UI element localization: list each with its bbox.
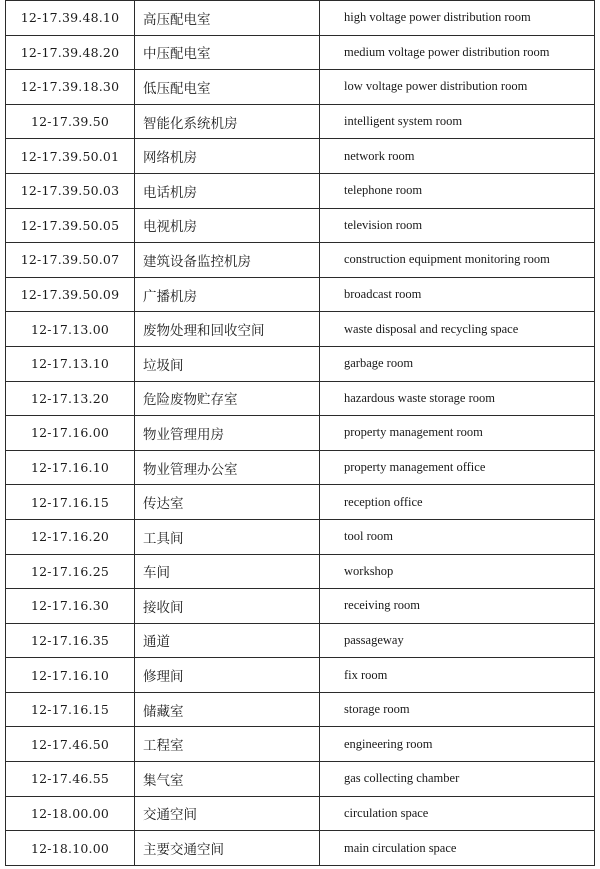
chinese-name-cell: 通道 xyxy=(135,623,320,658)
chinese-name-cell: 电视机房 xyxy=(135,208,320,243)
chinese-name-cell: 主要交通空间 xyxy=(135,831,320,866)
english-name-cell: gas collecting chamber xyxy=(320,762,595,797)
code-cell: 12-17.39.48.20 xyxy=(6,35,135,70)
chinese-name-cell: 广播机房 xyxy=(135,277,320,312)
code-cell: 12-17.16.10 xyxy=(6,450,135,485)
table-row xyxy=(6,277,595,312)
code-cell: 12-17.39.50.01 xyxy=(6,139,135,174)
chinese-name-cell: 集气室 xyxy=(135,762,320,797)
chinese-name-cell: 垃圾间 xyxy=(135,346,320,381)
english-name-cell: engineering room xyxy=(320,727,595,762)
code-cell: 12-17.39.50.03 xyxy=(6,173,135,208)
code-cell: 12-17.13.00 xyxy=(6,312,135,347)
table-row xyxy=(6,519,595,554)
english-name-cell: main circulation space xyxy=(320,831,595,866)
table-row xyxy=(6,381,595,416)
english-name-cell: telephone room xyxy=(320,173,595,208)
table-row xyxy=(6,727,595,762)
classification-table xyxy=(5,0,595,866)
table-row xyxy=(6,796,595,831)
english-name-cell: intelligent system room xyxy=(320,104,595,139)
english-name-cell: low voltage power distribution room xyxy=(320,70,595,105)
table-row xyxy=(6,450,595,485)
code-cell: 12-17.39.48.10 xyxy=(6,1,135,36)
chinese-name-cell: 车间 xyxy=(135,554,320,589)
table-row xyxy=(6,485,595,520)
code-cell: 12-18.10.00 xyxy=(6,831,135,866)
english-name-cell: construction equipment monitoring room xyxy=(320,243,595,278)
table-row xyxy=(6,1,595,36)
table-row xyxy=(6,173,595,208)
chinese-name-cell: 工具间 xyxy=(135,519,320,554)
english-name-cell: television room xyxy=(320,208,595,243)
chinese-name-cell: 网络机房 xyxy=(135,139,320,174)
code-cell: 12-17.13.20 xyxy=(6,381,135,416)
chinese-name-cell: 危险废物贮存室 xyxy=(135,381,320,416)
english-name-cell: high voltage power distribution room xyxy=(320,1,595,36)
table-row xyxy=(6,104,595,139)
code-cell: 12-17.16.15 xyxy=(6,485,135,520)
chinese-name-cell: 接收间 xyxy=(135,589,320,624)
chinese-name-cell: 修理间 xyxy=(135,658,320,693)
code-cell: 12-17.39.50.07 xyxy=(6,243,135,278)
chinese-name-cell: 工程室 xyxy=(135,727,320,762)
english-name-cell: circulation space xyxy=(320,796,595,831)
table-row xyxy=(6,831,595,866)
english-name-cell: receiving room xyxy=(320,589,595,624)
code-cell: 12-17.16.20 xyxy=(6,519,135,554)
table-row xyxy=(6,589,595,624)
table-row xyxy=(6,139,595,174)
chinese-name-cell: 储藏室 xyxy=(135,692,320,727)
english-name-cell: garbage room xyxy=(320,346,595,381)
chinese-name-cell: 交通空间 xyxy=(135,796,320,831)
code-cell: 12-17.16.25 xyxy=(6,554,135,589)
english-name-cell: storage room xyxy=(320,692,595,727)
english-name-cell: property management room xyxy=(320,416,595,451)
table-row xyxy=(6,762,595,797)
chinese-name-cell: 传达室 xyxy=(135,485,320,520)
english-name-cell: reception office xyxy=(320,485,595,520)
table-row xyxy=(6,554,595,589)
code-cell: 12-17.39.50.09 xyxy=(6,277,135,312)
code-cell: 12-17.39.18.30 xyxy=(6,70,135,105)
code-cell: 12-17.46.50 xyxy=(6,727,135,762)
chinese-name-cell: 废物处理和回收空间 xyxy=(135,312,320,347)
code-cell: 12-17.16.00 xyxy=(6,416,135,451)
table-row xyxy=(6,243,595,278)
english-name-cell: broadcast room xyxy=(320,277,595,312)
code-cell: 12-17.13.10 xyxy=(6,346,135,381)
code-cell: 12-17.46.55 xyxy=(6,762,135,797)
english-name-cell: fix room xyxy=(320,658,595,693)
english-name-cell: medium voltage power distribution room xyxy=(320,35,595,70)
chinese-name-cell: 中压配电室 xyxy=(135,35,320,70)
chinese-name-cell: 高压配电室 xyxy=(135,1,320,36)
chinese-name-cell: 物业管理用房 xyxy=(135,416,320,451)
english-name-cell: passageway xyxy=(320,623,595,658)
code-cell: 12-17.16.30 xyxy=(6,589,135,624)
code-cell: 12-17.16.10 xyxy=(6,658,135,693)
chinese-name-cell: 智能化系统机房 xyxy=(135,104,320,139)
code-cell: 12-17.16.15 xyxy=(6,692,135,727)
chinese-name-cell: 电话机房 xyxy=(135,173,320,208)
english-name-cell: workshop xyxy=(320,554,595,589)
english-name-cell: hazardous waste storage room xyxy=(320,381,595,416)
table-body xyxy=(6,1,595,866)
table-row xyxy=(6,70,595,105)
table-row xyxy=(6,658,595,693)
table-row xyxy=(6,346,595,381)
code-cell: 12-18.00.00 xyxy=(6,796,135,831)
chinese-name-cell: 建筑设备监控机房 xyxy=(135,243,320,278)
english-name-cell: network room xyxy=(320,139,595,174)
code-cell: 12-17.16.35 xyxy=(6,623,135,658)
english-name-cell: tool room xyxy=(320,519,595,554)
english-name-cell: property management office xyxy=(320,450,595,485)
chinese-name-cell: 低压配电室 xyxy=(135,70,320,105)
table-row xyxy=(6,312,595,347)
english-name-cell: waste disposal and recycling space xyxy=(320,312,595,347)
code-cell: 12-17.39.50 xyxy=(6,104,135,139)
table-row xyxy=(6,623,595,658)
code-cell: 12-17.39.50.05 xyxy=(6,208,135,243)
table-row xyxy=(6,35,595,70)
chinese-name-cell: 物业管理办公室 xyxy=(135,450,320,485)
table-row xyxy=(6,208,595,243)
table-row xyxy=(6,416,595,451)
table-row xyxy=(6,692,595,727)
